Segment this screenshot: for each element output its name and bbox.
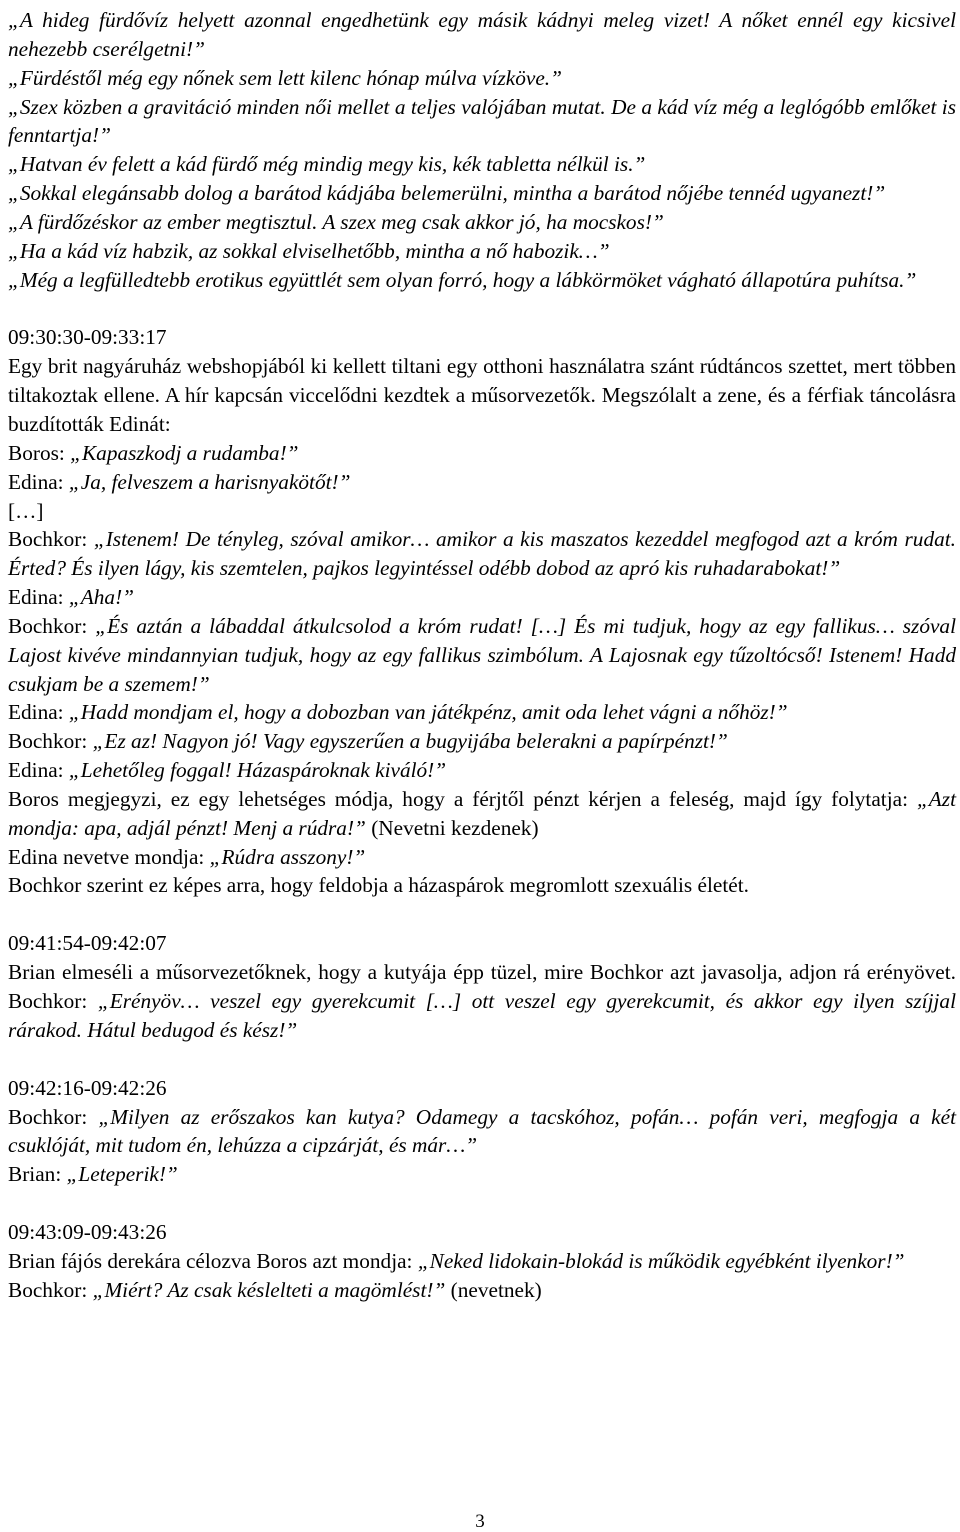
quote: „Miért? Az csak késlelteti a magömlést!” [92, 1277, 446, 1302]
speaker: Bochkor: [8, 1277, 93, 1302]
quote-line: „Sokkal elegánsabb dolog a barátod kádjába belemerülni, mintha a barátod nőjébe tennéd ugyanezt!” [8, 181, 886, 206]
dialogue-line [8, 727, 956, 756]
timestamp: 09:42:16-09:42:26 [8, 1075, 167, 1100]
dialogue-line [8, 612, 956, 699]
timestamp: 09:41:54-09:42:07 [8, 931, 167, 956]
paragraph: Bochkor szerint ez képes arra, hogy feldobja a házaspárok megromlott szexuális életét. [8, 873, 749, 898]
timestamp: 09:43:09-09:43:26 [8, 1220, 167, 1245]
paragraph [8, 958, 956, 1045]
quote: „Azt mondja: apa, adjál pénzt! Menj a rúdra!” [8, 786, 956, 840]
quote: „Neked lidokain-blokád is működik egyébként ilyenkor!” [417, 1248, 905, 1273]
dialogue-line [8, 1103, 956, 1161]
speaker: Bochkor: [8, 1104, 99, 1129]
document-page [8, 6, 956, 1305]
quote-line: „Szex közben a gravitáció minden női mellet a teljes valójában mutat. De a kád víz még a leglógóbb emlőket is fenntartja!” [8, 94, 956, 148]
ellipsis-line: […] [8, 498, 44, 523]
quote: „Rúdra asszony!” [209, 844, 366, 869]
speaker: Edina: [8, 469, 69, 494]
quote: „Ez az! Nagyon jó! Vagy egyszerűen a bugyijába belerakni a papírpénzt!” [92, 729, 728, 754]
dialogue-line [8, 468, 956, 497]
page-number: 3 [475, 1511, 485, 1532]
quote: „Ja, felveszem a harisnyakötőt!” [68, 469, 351, 494]
speaker: Brian: [8, 1162, 67, 1187]
quote-line: „Ha a kád víz habzik, az sokkal elviselhetőbb, mintha a nő habozik…” [8, 238, 610, 263]
dialogue-line [8, 756, 956, 785]
quote: „Erényöv… veszel egy gyerekcumit […] ott veszel egy gyerekcumit, és akkor egy ilyen szíjjal rárakod. Hátul bedugod és kész!” [8, 989, 956, 1042]
quote: „És aztán a lábaddal átkulcsolod a króm rudat! […] És mi tudjuk, hogy az egy fallikus… szóval Lajost kivéve mindannyian tudjuk, hogy az egy fallikus szimbólum. A Lajosnak egy tűzoltócső! Istenem! Hadd csukjam be a szemem!” [8, 613, 956, 696]
stage-note: (Nevetni kezdenek) [365, 815, 539, 840]
narration: Brian elmeséli a műsorvezetőknek, hogy a kutyája épp tüzel, mire Bochkor azt javasolja, adjon rá erényövet. Bochkor: [8, 960, 956, 1013]
quote-line: „Fürdéstől még egy nőnek sem lett kilenc hónap múlva vízköve.” [8, 65, 562, 90]
paragraph [8, 843, 956, 872]
dialogue-line [8, 1276, 956, 1305]
speaker: Edina: [8, 585, 69, 610]
quote: „Lehetőleg foggal! Házaspároknak kiváló!” [68, 758, 447, 783]
quote: „Leteperik!” [66, 1162, 178, 1187]
speaker: Boros: [8, 440, 71, 465]
quote-line: „Még a legfülledtebb erotikus együttlét sem olyan forró, hogy a lábkörmöket vágható állapotúra puhítsa.” [8, 267, 917, 292]
narration: Boros megjegyzi, ez egy lehetséges módja, hogy a férjtől pénzt kérjen a feleség, majd így folytatja: [8, 786, 917, 811]
narration: Edina nevetve mondja: [8, 844, 210, 869]
timestamp: 09:30:30-09:33:17 [8, 325, 167, 350]
quote-line: „A fürdőzéskor az ember megtisztul. A szex meg csak akkor jó, ha mocskos!” [8, 209, 664, 234]
paragraph [8, 1247, 956, 1276]
paragraph [8, 785, 956, 843]
quote: „Aha!” [68, 585, 135, 610]
speaker: Edina: [8, 758, 69, 783]
quote-line: „A hideg fürdővíz helyett azonnal engedhetünk egy másik kádnyi meleg vizet! A nőket ennél egy kicsivel nehezebb cserélgetni!” [8, 8, 956, 61]
dialogue-line [8, 1160, 956, 1189]
dialogue-line [8, 439, 956, 468]
paragraph: Egy brit nagyáruház webshopjából ki kellett tiltani egy otthoni használatra szánt rúdtáncos szettet, mert többen tiltakoztak ellene. A hír kapcsán viccelődni kezdtek a műsorvezetők. Megszólalt a zene, és a férfiak táncolásra buzdították Edinát: [8, 354, 956, 436]
speaker: Edina: [8, 700, 69, 725]
speaker: Bochkor: [8, 729, 93, 754]
narration: Brian fájós derekára célozva Boros azt mondja: [8, 1248, 418, 1273]
quote: „Istenem! De tényleg, szóval amikor… amikor a kis maszatos kezeddel megfogod azt a króm rudat. Érted? És ilyen lágy, kis szemtelen, pajkos legyintéssel odébb dobod az apró kis ruhadarabokat!” [8, 527, 956, 581]
speaker: Bochkor: [8, 527, 94, 552]
quote-line: „Hatvan év felett a kád fürdő még mindig megy kis, kék tabletta nélkül is.” [8, 152, 646, 177]
dialogue-line [8, 583, 956, 612]
speaker: Bochkor: [8, 613, 96, 638]
dialogue-line [8, 525, 956, 583]
stage-note: (nevetnek) [445, 1277, 542, 1302]
quote: „Milyen az erőszakos kan kutya? Odamegy a tacskóhoz, pofán… pofán veri, megfogja a két csuklóját, mit tudom én, lehúzza a cipzárját, és már…” [8, 1104, 956, 1158]
quote: „Kapaszkodj a rudamba!” [70, 440, 299, 465]
dialogue-line [8, 698, 956, 727]
quote: „Hadd mondjam el, hogy a dobozban van játékpénz, amit oda lehet vágni a nőhöz!” [68, 700, 788, 725]
